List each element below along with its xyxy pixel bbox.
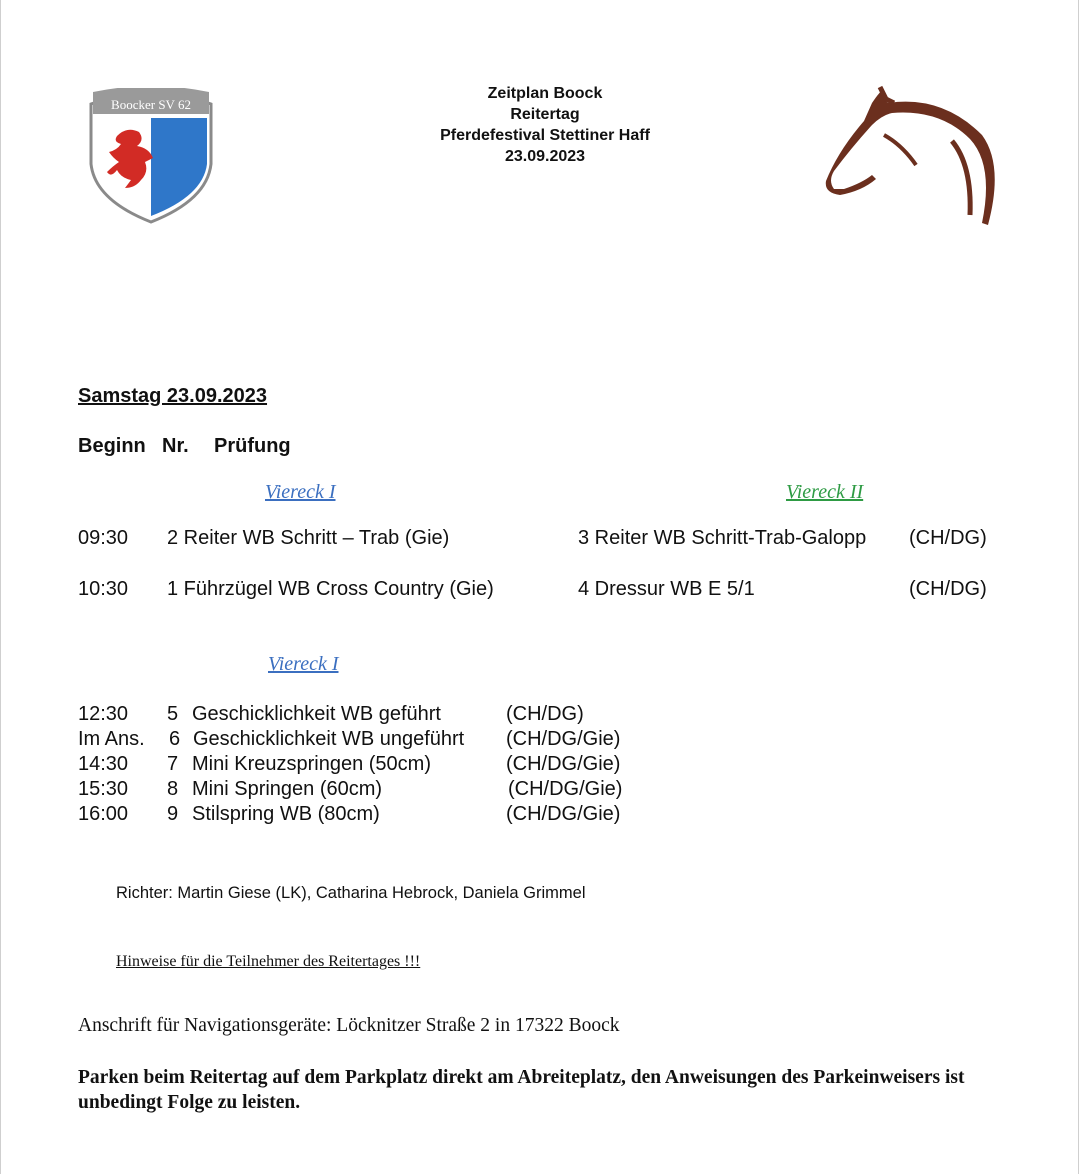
schedule-row-judges: (CH/DG) <box>506 703 584 725</box>
page-edge-left <box>0 0 1 1174</box>
schedule-row-event: Geschicklichkeit WB ungeführt <box>193 728 465 750</box>
schedule-row-nr: 7 <box>167 753 179 775</box>
schedule-row-time: Im Ans. <box>78 728 145 750</box>
schedule-row-left-event: 1 Führzügel WB Cross Country (Gie) <box>167 578 494 600</box>
arena-link-viereck-1[interactable]: Viereck I <box>265 481 336 503</box>
schedule-row-judges: (CH/DG) <box>909 527 987 549</box>
schedule-row-judges: (CH/DG/Gie) <box>506 753 621 775</box>
crest-lettering: Boocker SV 62 <box>111 97 191 112</box>
schedule-row-time: 15:30 <box>78 778 129 800</box>
schedule-row-right-event: 3 Reiter WB Schritt-Trab-Galopp <box>578 527 867 549</box>
header-event: Pferdefestival Stettiner Haff <box>440 127 650 144</box>
column-heading-pruefung: Prüfung <box>214 435 291 457</box>
schedule-row-nr: 6 <box>169 728 181 750</box>
judges-list: Richter: Martin Giese (LK), Catharina Hebrock, Daniela Grimmel <box>116 884 586 902</box>
parking-notice: Parken beim Reitertag auf dem Parkplatz direkt am Abreiteplatz, den Anweisungen des Parkeinweisers ist unbedingt Folge zu leisten. <box>78 1067 965 1113</box>
header-subtitle: Reitertag <box>510 106 580 123</box>
column-heading-beginn: Beginn <box>78 435 146 457</box>
navigation-address: Anschrift für Navigationsgeräte: Löcknitzer Straße 2 in 17322 Boock <box>78 1015 620 1036</box>
schedule-row-nr: 9 <box>167 803 179 825</box>
club-crest-griffin-icon <box>87 88 215 224</box>
schedule-row-event: Mini Kreuzspringen (50cm) <box>192 753 431 775</box>
arena-link-viereck-2[interactable]: Viereck II <box>786 481 864 503</box>
schedule-row-event: Geschicklichkeit WB geführt <box>192 703 441 725</box>
schedule-row-event: Stilspring WB (80cm) <box>192 803 380 825</box>
schedule-row-time: 16:00 <box>78 803 129 825</box>
schedule-row-time: 12:30 <box>78 703 129 725</box>
schedule-date-heading: Samstag 23.09.2023 <box>78 385 268 407</box>
document-header <box>395 83 695 167</box>
schedule-row-judges: (CH/DG) <box>909 578 987 600</box>
header-date: 23.09.2023 <box>504 148 586 165</box>
arena-link-viereck-1-afternoon[interactable]: Viereck I <box>268 653 339 675</box>
schedule-row-right-event: 4 Dressur WB E 5/1 <box>578 578 755 600</box>
schedule-row-time: 14:30 <box>78 753 129 775</box>
schedule-row-event: Mini Springen (60cm) <box>192 778 383 800</box>
horse-head-icon <box>822 85 1004 230</box>
participant-notes-heading: Hinweise für die Teilnehmer des Reitertages !!! <box>116 953 421 970</box>
schedule-row-left-event: 2 Reiter WB Schritt – Trab (Gie) <box>167 527 450 549</box>
schedule-row-nr: 8 <box>167 778 179 800</box>
header-title: Zeitplan Boock <box>487 85 603 102</box>
schedule-row-judges: (CH/DG/Gie) <box>506 803 621 825</box>
schedule-row-nr: 5 <box>167 703 179 725</box>
schedule-row-judges: (CH/DG/Gie) <box>508 778 623 800</box>
schedule-row-time: 09:30 <box>78 527 129 549</box>
schedule-row-judges: (CH/DG/Gie) <box>506 728 621 750</box>
schedule-row-time: 10:30 <box>78 578 129 600</box>
column-heading-nr: Nr. <box>162 435 189 457</box>
